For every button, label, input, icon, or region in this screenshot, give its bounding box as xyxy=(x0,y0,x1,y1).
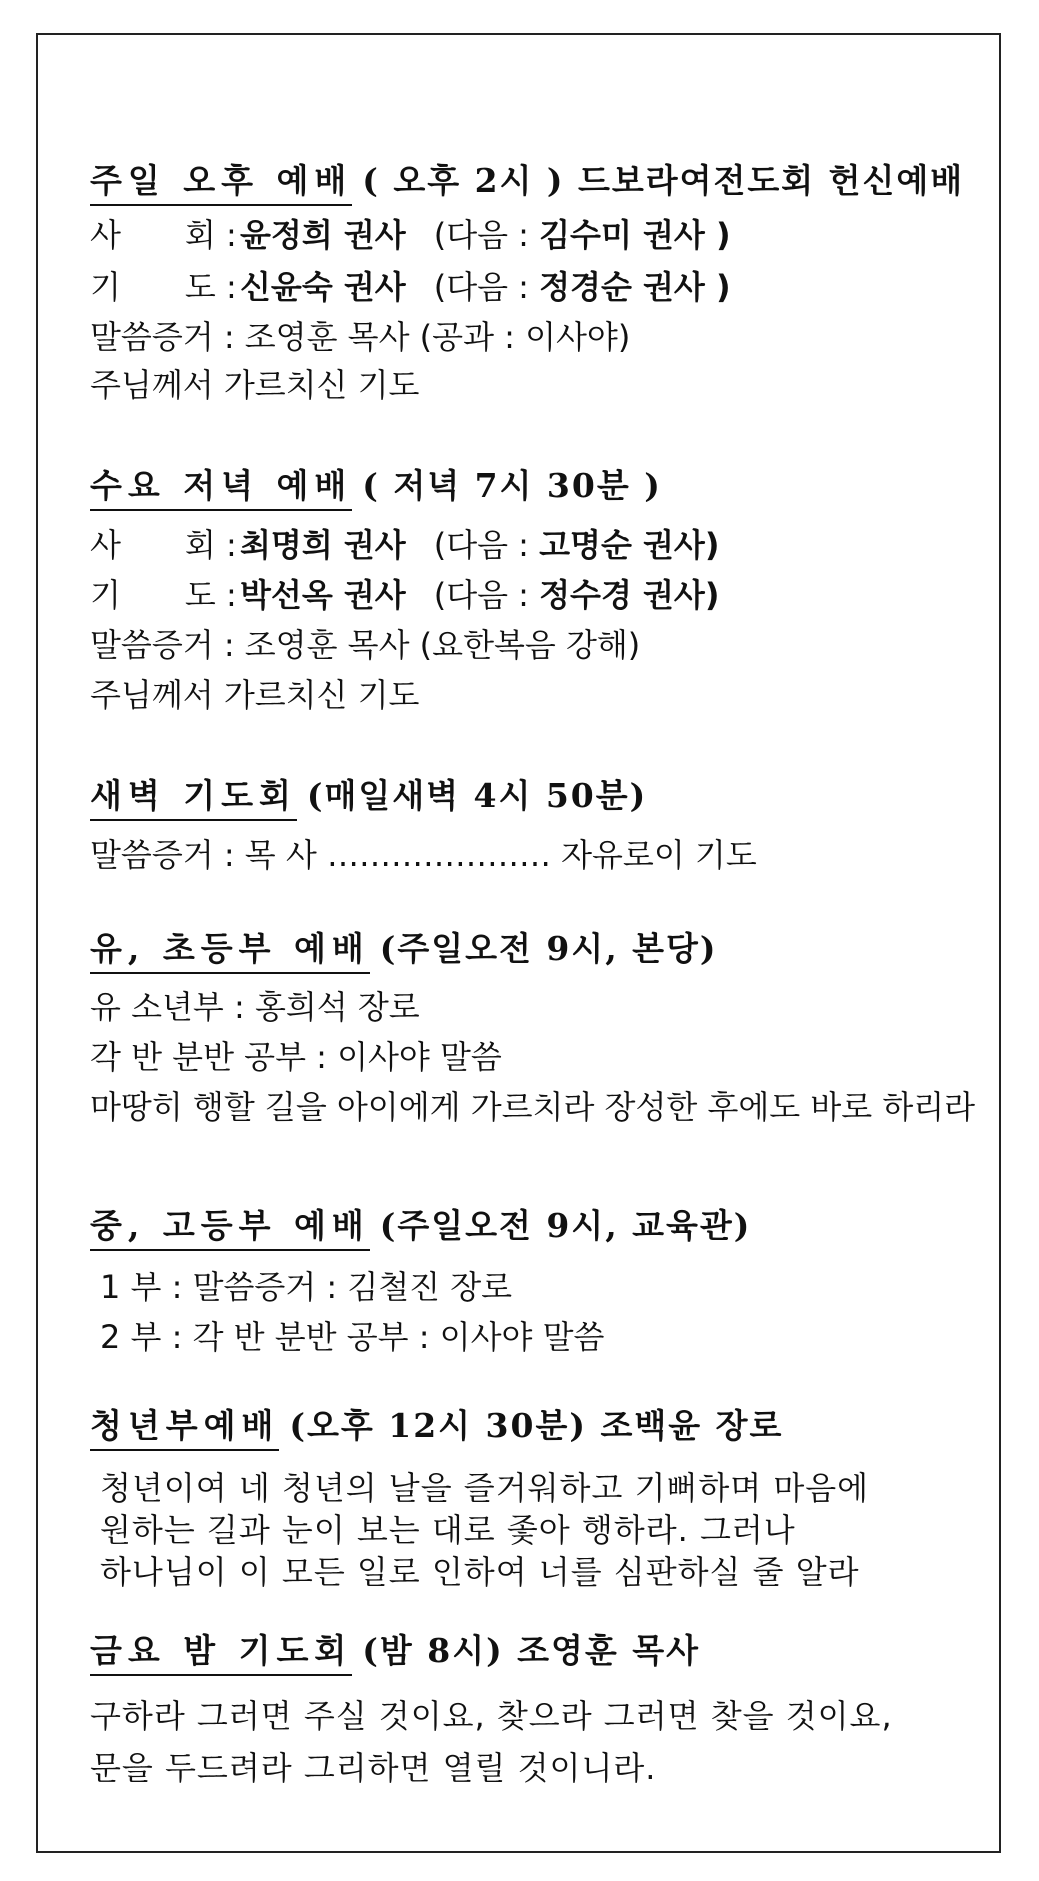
section-title: 청년부예배 xyxy=(90,1400,279,1451)
row-label: 기 도 : xyxy=(90,576,237,614)
verse-line: 원하는 길과 눈이 보는 대로 좇아 행하라. 그러나 xyxy=(100,1511,796,1549)
section-title: 수요 저녁 예배 xyxy=(90,460,352,511)
section-subtitle: ( 오후 2시 ) 드보라여전도회 헌신예배 xyxy=(362,161,965,200)
lords-prayer-row: 주님께서 가르치신 기도 xyxy=(90,366,420,404)
kids-service-header xyxy=(90,923,718,974)
row-next-name: 고명순 권사) xyxy=(539,526,720,564)
row-name: 박선옥 권사 xyxy=(240,576,406,614)
youth-service-header xyxy=(90,1200,751,1251)
row-next-label: (다음 : xyxy=(433,526,529,564)
section-title: 주일 오후 예배 xyxy=(90,155,352,206)
sermon-row: 말씀증거 : 조영훈 목사 (공과 : 이사야) xyxy=(90,318,631,356)
section-subtitle: (매일새벽 4시 50분) xyxy=(306,776,648,815)
presider-row xyxy=(90,215,731,255)
row-name: 신윤숙 권사 xyxy=(240,268,406,306)
section-subtitle: (주일오전 9시, 교육관) xyxy=(379,1206,752,1245)
row-next-name: 정경순 권사 ) xyxy=(539,268,731,306)
bulletin-frame xyxy=(36,33,1001,1853)
row-label: 사 회 : xyxy=(90,526,237,564)
friday-verse xyxy=(90,1690,893,1794)
young-adults-header xyxy=(90,1400,783,1451)
part-two-row: 2 부 : 각 반 분반 공부 : 이사야 말씀 xyxy=(100,1318,605,1356)
verse-row: 마땅히 행할 길을 아이에게 가르치라 장성한 후에도 바로 하리라 xyxy=(90,1088,976,1126)
prayer-row xyxy=(90,267,731,307)
section-subtitle: (밤 8시) 조영훈 목사 xyxy=(362,1631,701,1670)
friday-prayer-header xyxy=(90,1625,700,1676)
row-next-label: (다음 : xyxy=(433,268,529,306)
sunday-afternoon-header xyxy=(90,155,964,206)
leader-row: 유 소년부 : 홍희석 장로 xyxy=(90,988,420,1026)
row-next-label: (다음 : xyxy=(433,216,529,254)
row-next-name: 정수경 권사) xyxy=(539,576,720,614)
young-adults-verse xyxy=(100,1467,869,1593)
presider-row xyxy=(90,525,719,565)
verse-line: 문을 두드려라 그리하면 열릴 것이니라. xyxy=(90,1749,657,1787)
section-subtitle: (오후 12시 30분) 조백윤 장로 xyxy=(289,1406,784,1445)
sermon-row: 말씀증거 : 목 사 ………………… 자유로이 기도 xyxy=(90,836,757,874)
section-title: 중, 고등부 예배 xyxy=(90,1200,370,1251)
section-subtitle: ( 저녁 7시 30분 ) xyxy=(362,466,662,505)
section-title: 새벽 기도회 xyxy=(90,770,297,821)
verse-line: 하나님이 이 모든 일로 인하여 너를 심판하실 줄 알라 xyxy=(100,1553,860,1591)
section-title: 유, 초등부 예배 xyxy=(90,923,370,974)
row-next-name: 김수미 권사 ) xyxy=(539,216,731,254)
section-title: 금요 밤 기도회 xyxy=(90,1625,352,1676)
row-name: 최명희 권사 xyxy=(240,526,406,564)
dawn-prayer-header xyxy=(90,770,647,821)
row-label: 사 회 : xyxy=(90,216,237,254)
row-label: 기 도 : xyxy=(90,268,237,306)
row-next-label: (다음 : xyxy=(433,576,529,614)
lords-prayer-row: 주님께서 가르치신 기도 xyxy=(90,676,420,714)
verse-line: 청년이여 네 청년의 날을 즐거워하고 기뻐하며 마음에 xyxy=(100,1469,870,1507)
verse-line: 구하라 그러면 주실 것이요, 찾으라 그러면 찾을 것이요, xyxy=(90,1697,893,1735)
part-one-row: 1 부 : 말씀증거 : 김철진 장로 xyxy=(100,1268,513,1306)
prayer-row xyxy=(90,575,719,615)
wednesday-evening-header xyxy=(90,460,662,511)
study-row: 각 반 분반 공부 : 이사야 말씀 xyxy=(90,1038,502,1076)
row-name: 윤정희 권사 xyxy=(240,216,406,254)
sermon-row: 말씀증거 : 조영훈 목사 (요한복음 강해) xyxy=(90,626,641,664)
section-subtitle: (주일오전 9시, 본당) xyxy=(379,929,718,968)
